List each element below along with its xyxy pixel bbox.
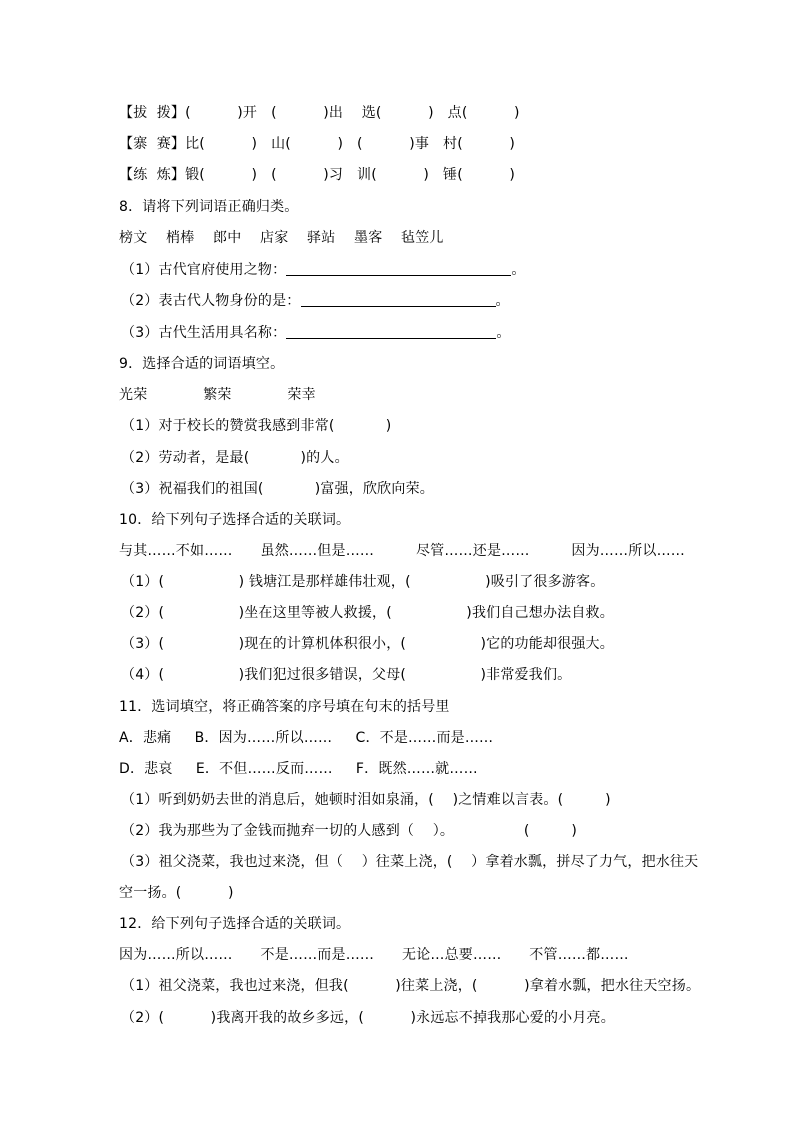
q12-words: 因为……所以…… 不是……而是…… 无论…总要…… 不管……都……	[119, 947, 629, 963]
q9-item-3: （3）祝福我们的祖国( )富强，欣欣向荣。	[121, 481, 434, 497]
q11-item-3-continued: 空一扬。( )	[119, 885, 234, 901]
q12-item-2: （2）( )我离开我的故乡多远，( )永远忘不掉我那心爱的小月亮。	[121, 1010, 615, 1026]
q8-item-1-blank	[286, 262, 511, 276]
q8-item-1-end: 。	[511, 262, 526, 278]
q11-item-2: （2）我为那些为了金钱而抛弃一切的人感到（ ）。 ( )	[121, 823, 578, 839]
q9-title: 9．选择合适的词语填空。	[119, 356, 285, 372]
q11-item-1: （1）听到奶奶去世的消息后，她顿时泪如泉涌，( )之情难以言表。( )	[121, 792, 611, 808]
q10-words: 与其……不如…… 虽然……但是…… 尽管……还是…… 因为……所以……	[119, 543, 686, 559]
q8-item-2-blank	[301, 293, 496, 307]
q10-item-4: （4）( )我们犯过很多错误，父母( )非常爱我们。	[121, 667, 572, 683]
q9-words: 光荣 繁荣 荣幸	[119, 387, 316, 403]
q7-row-ba: 【拔 拨】( )开 ( )出 选( ) 点( )	[119, 105, 520, 121]
q10-item-1: （1）( ) 钱塘江是那样雄伟壮观，( )吸引了很多游客。	[121, 574, 605, 590]
q8-item-1-label: （1）古代官府使用之物：	[121, 262, 287, 278]
q9-item-1: （1）对于校长的赞赏我感到非常( )	[121, 418, 392, 434]
q8-words: 榜文 梢棒 郎中 店家 驿站 墨客 毡笠儿	[119, 230, 444, 246]
q10-item-2: （2）( )坐在这里等被人救援，( )我们自己想办法自救。	[121, 605, 614, 621]
q12-title: 12．给下列句子选择合适的关联词。	[119, 916, 351, 932]
q7-row-lian: 【练 炼】锻( ) ( )习 训( ) 锤( )	[119, 167, 516, 183]
q10-item-3: （3）( )现在的计算机体积很小，( )它的功能却很强大。	[121, 636, 614, 652]
q11-options-1: A．悲痛 B．因为……所以…… C．不是……而是……	[119, 730, 494, 746]
q8-item-3-blank	[286, 325, 496, 339]
q7-row-zhai: 【寨 赛】比( ) 山( ) ( )事 村( )	[119, 136, 516, 152]
q12-item-1: （1）祖父浇菜，我也过来浇，但我( )往菜上浇，( )拿着水瓢，把水往天空扬。	[121, 978, 701, 994]
q8-title: 8．请将下列词语正确归类。	[119, 199, 299, 215]
q8-item-2	[121, 292, 510, 310]
q8-item-3-label: （3）古代生活用具名称：	[121, 325, 287, 341]
q8-item-2-end: 。	[495, 293, 510, 309]
q10-title: 10．给下列句子选择合适的关联词。	[119, 512, 351, 528]
q11-item-3: （3）祖父浇菜，我也过来浇，但（ ）往菜上浇，( ）拿着水瓢，拼尽了力气，把水往天	[121, 854, 699, 870]
q8-item-3-end: 。	[496, 325, 511, 341]
q11-title: 11．选词填空，将正确答案的序号填在句末的括号里	[119, 699, 450, 715]
q8-item-2-label: （2）表古代人物身份的是：	[121, 293, 301, 309]
q8-item-3	[121, 324, 511, 342]
q8-item-1	[121, 261, 526, 279]
q9-item-2: （2）劳动者，是最( )的人。	[121, 450, 349, 466]
q11-options-2: D．悲哀 E．不但……反而…… F．既然……就……	[119, 761, 478, 777]
